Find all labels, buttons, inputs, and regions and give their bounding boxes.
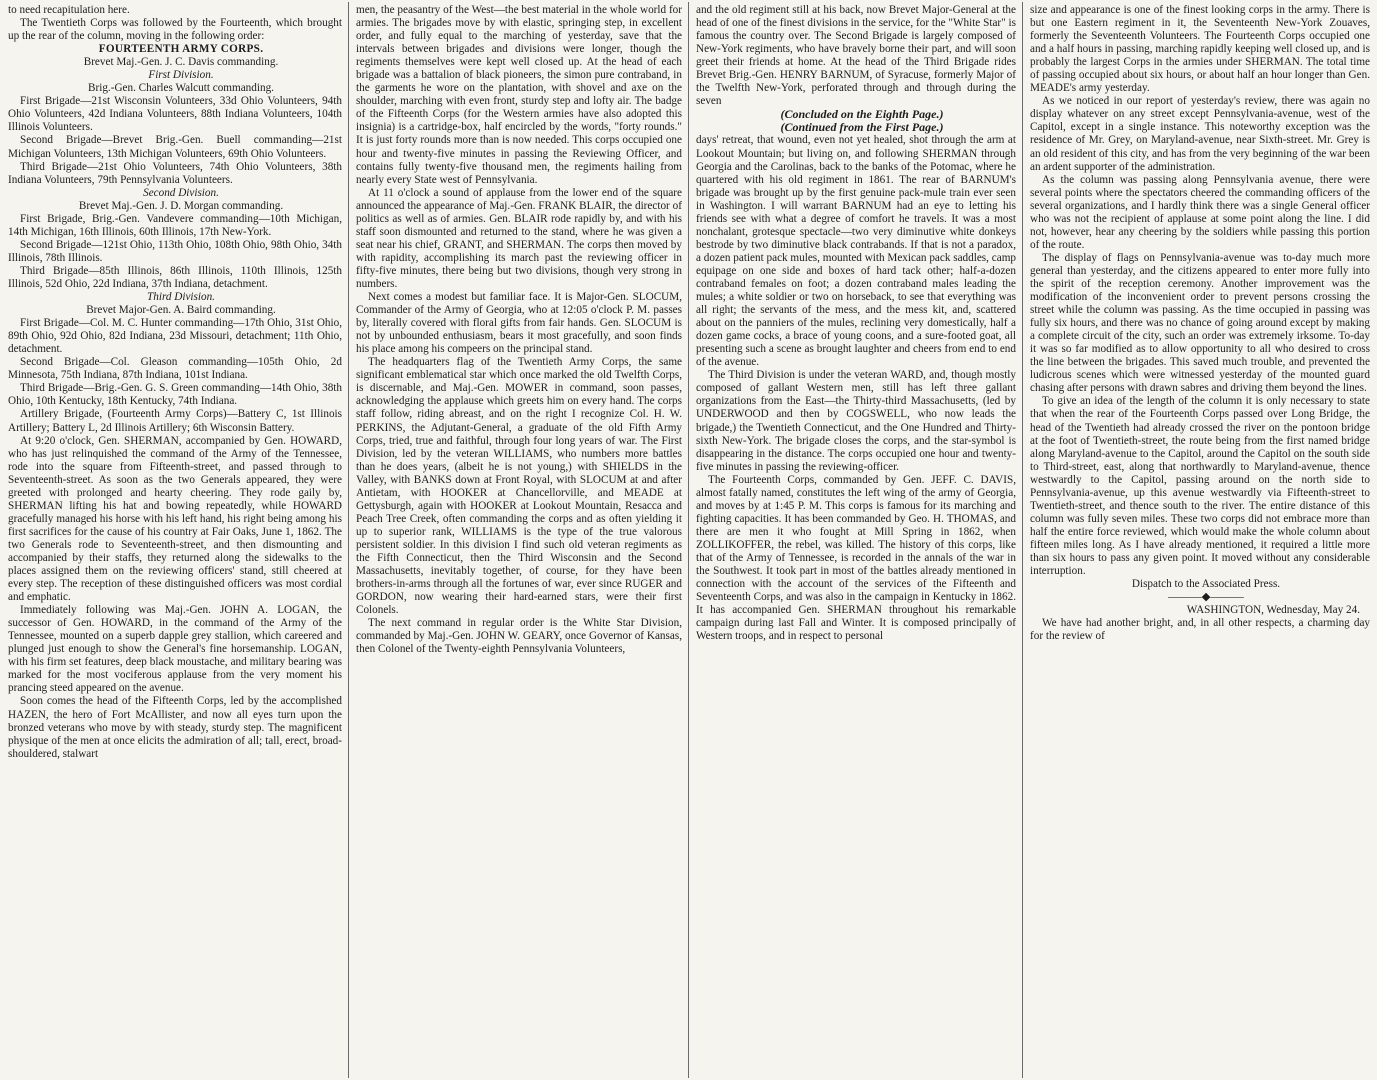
paragraph: to need recapitulation here. bbox=[8, 4, 130, 16]
unit-listing: Second Brigade—Brevet Brig.-Gen. Buell commanding—21st Michigan Volunteers, 13th Michigan Volunteers, 69th Ohio Volunteers. bbox=[8, 134, 342, 160]
paragraph: The Fourteenth Corps, commanded by Gen. JEFF. C. DAVIS, almost fatally named, constitutes the left wing of the army of Georgia, and moves by at 1:45 P. M. This corps is famous for its marching and fighting capacities. It has been commanded by Geo. H. THOMAS, and there are men it who fought at Mill Spring in 1862, when ZOLLIKOFFER, the rebel, was killed. The history of this corps, like that of the Army of Tennessee, is recorded in the annals of the war in the Southwest. It took part in most of the battles already mentioned in connection with the account of the services of the Fifteenth and Seventeenth Corps, and was also in the campaign in Kentucky in 1862. It has accompanied Gen. SHERMAN throughout his remarkable campaign during last Fall and Winter. It is composed principally of Western troops, and in respect to personal bbox=[696, 473, 1016, 643]
commander-line: Brevet Maj.-Gen. J. D. Morgan commanding. bbox=[78, 199, 284, 212]
column-2 bbox=[356, 4, 682, 1076]
paragraph: and the old regiment still at his back, now Brevet Major-General at the head of one of the finest divisions in the service, for the "White Star" is famous the country over. The Second Brigade is largely composed of New-York regiments, who have bravely borne their part, and will soon greet their friends at home. At the head of the Third Brigade rides Brevet Brig.-Gen. HENRY BARNUM, of Syracuse, formerly Major of the Twelfth New-York, perforated through and through during the seven bbox=[696, 4, 1016, 108]
paragraph: The Third Division is under the veteran WARD, and, though mostly composed of gallant Western men, still has left three gallant organizations from the East—the Thirty-third Massachusetts, (led by UNDERWOOD and then by COGSWELL, who now leads the brigade,) the Twentieth Connecticut, and the One Hundred and Thirty-sixth New-York. The brigade closes the corps, and the star-symbol is disappearing in the distance. The corps occupied one hour and twenty-five minutes in passing the reviewing-officer. bbox=[696, 369, 1016, 473]
unit-listing: Third Brigade—85th Illinois, 86th Illinois, 110th Illinois, 125th Illinois, 52d Ohio, 22d Indiana, 37th Indiana, detachment. bbox=[8, 264, 342, 290]
unit-listing: Third Brigade—Brig.-Gen. G. S. Green commanding—14th Ohio, 38th Ohio, 10th Kentucky, 18th Kentucky, 74th Indiana. bbox=[8, 382, 342, 408]
unit-listing: Second Brigade—121st Ohio, 113th Ohio, 108th Ohio, 98th Ohio, 34th Illinois, 78th Illinois. bbox=[8, 238, 342, 264]
column-divider bbox=[348, 2, 349, 1078]
section-heading: FOURTEENTH ARMY CORPS. bbox=[98, 43, 264, 56]
commander-line: Brig.-Gen. Charles Walcutt commanding. bbox=[88, 82, 274, 95]
division-heading: Third Division. bbox=[147, 291, 215, 304]
column-divider bbox=[1022, 2, 1023, 1078]
paragraph: days' retreat, that wound, even not yet healed, shot through the arm at Lookout Mountain; but living on, and following SHERMAN through Georgia and the Carolinas, back to the banks of the Potomac, where he quartered with his old regiment in 1861. The rear of BARNUM's brigade was brought up by the first genuine pack-mule train ever seen in Washington. I will warrant BARNUM had an eye to letting his friends see with what a degree of comfort he travels. It was a most nonchalant, grotesque spectacle—two very diminutive white donkeys bestrode by two diminutive black contrabands. If that is not a paradox, a dozen patient pack mules, mounted with Mexican pack saddles, camp equipage on one side and boxes of hard tack other; half-a-dozen contraband females on foot; a dozen contraband males leading the mules; a white soldier or two on horseback, to see that everything was all right; the servants of the mess, and the mess kit, and, scattered about on the panniers of the mules, reclining very domestically, half a dozen game cocks, a brace of young coons, and a sure-footed goat, all presenting such a scene as brought laughter and cheers from end to end of the avenue. bbox=[696, 134, 1016, 369]
paragraph: The display of flags on Pennsylvania-avenue was to-day much more general than yesterday, and the citizens appeared to enter more fully into the spirit of the reception ceremony. Another improvement was the modification of the inconvenient order to prevent persons crossing the street while the column was passing. As the time occupied in passing was fully six hours, and there was no chance of going around except by making a complete circuit of the city, such an order was extremely irksome. To-day it was so far modified as to allow opportunity to all who desired to cross the line between the brigades. This saved much trouble, and prevented the ludicrous scenes which were witnessed yesterday of the mounted guard chasing after persons with drawn sabres and driving them beyond the lines. bbox=[1030, 251, 1370, 395]
ornament-divider: ———◆——— bbox=[1168, 591, 1244, 604]
paragraph: size and appearance is one of the finest looking corps in the army. There is but one Eastern regiment in it, the Seventeenth New-York Zouaves, formerly the Seventeenth Volunteers. The Fourteenth Corps occupied one and a half hours in passing, marching rapidly keeping well closed up, and is probably the largest Corps in the armies under SHERMAN. The total time of passing occupied about six hours, or about half an hour longer than Gen. MEADE's army yesterday. bbox=[1030, 4, 1370, 95]
paragraph: Soon comes the head of the Fifteenth Corps, led by the accomplished HAZEN, the hero of Fort McAllister, and now all eyes turn upon the bronzed veterans who move by with steady, sturdy step. The magnificent physique of the men at once elicits the admiration of all; tall, erect, broad-shouldered, stalwart bbox=[8, 695, 342, 760]
column-4 bbox=[1030, 4, 1370, 1076]
paragraph: Immediately following was Maj.-Gen. JOHN A. LOGAN, the successor of Gen. HOWARD, in the command of the Army of the Tennessee, mounted on a superb dapple grey stallion, which careered and plunged just enough to show the General's fine horsemanship. LOGAN, with his firm set features, deep black moustache, and military bearing was marked for the most vociferous applause from the very moment his prancing steed appeared on the avenue. bbox=[8, 604, 342, 695]
continuation-note: (Continued from the First Page.) bbox=[780, 120, 944, 135]
column-3 bbox=[696, 4, 1016, 1076]
paragraph: men, the peasantry of the West—the best material in the whole world for armies. The brigades move by with elastic, springing step, in excellent order, and fully equal to the marching of yesterday, save that the intervals between brigades and divisions were longer, though the regiments themselves were kept well closed up. At the head of each brigade was a battalion of black pioneers, the simon pure contraband, in the garments he wore on the plantation, with shovel and axe on the shoulder, marching with even front, sturdy step and lofty air. The badge of the Fifteenth Corps (for the Western armies have also adopted this insignia) is a cartridge-box, half encircled by the words, "forty rounds." It is just forty rounds more than is now needed. This corps occupied one hour and twenty-five minutes in passing the Reviewing Officer, and contains fully twenty-five thousand men, the regiments hailing from nearly every State west of Pennsylvania. bbox=[356, 4, 682, 186]
unit-listing: Artillery Brigade, (Fourteenth Army Corps)—Battery C, 1st Illinois Artillery; Battery L, 2d Illinois Artillery; 6th Wisconsin Battery. bbox=[8, 408, 342, 434]
paragraph: As we noticed in our report of yesterday's review, there was again no display whatever on any street except Pennsylvania-avenue, west of the Capitol, except in a single instance. This noteworthy exception was the residence of Mr. Grey, on Maryland-avenue, near Sixth-street. Mr. Grey is an old resident of this city, and has from the very beginning of the war been an ardent supporter of the administration. bbox=[1030, 95, 1370, 173]
column-1 bbox=[8, 4, 342, 1076]
unit-listing: First Brigade, Brig.-Gen. Vandevere commanding—10th Michigan, 14th Michigan, 16th Illinois, 60th Illinois, 17th New-York. bbox=[8, 212, 342, 238]
paragraph: We have had another bright, and, in all other respects, a charming day for the review of bbox=[1030, 617, 1370, 643]
paragraph: Next comes a modest but familiar face. It is Major-Gen. SLOCUM, Commander of the Army of Georgia, who at 12:05 o'clock P. M. passes by, literally covered with floral gifts from fair hands. Gen. SLOCUM is not by unbounded enthusiasm, bears it most gracefully, and soon finds his place among his compeers on the principal stand. bbox=[356, 291, 682, 356]
dateline: WASHINGTON, Wednesday, May 24. bbox=[1186, 604, 1360, 617]
unit-listing: Second Brigade—Col. Gleason commanding—105th Ohio, 2d Minnesota, 75th Indiana, 87th Indiana, 101st Indiana. bbox=[8, 356, 342, 382]
division-heading: First Division. bbox=[148, 69, 214, 82]
unit-listing: Third Brigade—21st Ohio Volunteers, 74th Ohio Volunteers, 38th Indiana Volunteers, 79th Pennsylvania Volunteers. bbox=[8, 160, 342, 186]
unit-listing: First Brigade—Col. M. C. Hunter commanding—17th Ohio, 31st Ohio, 89th Ohio, 92d Ohio, 82d Indiana, 23d Missouri, detachment; 11th Ohio, detachment. bbox=[8, 317, 342, 356]
paragraph: The Twentieth Corps was followed by the Fourteenth, which brought up the rear of the column, moving in the following order: bbox=[8, 17, 342, 43]
paragraph: The next command in regular order is the White Star Division, commanded by Maj.-Gen. JOHN W. GEARY, once Governor of Kansas, then Colonel of the Twenty-eighth Pennsylvania Volunteers, bbox=[356, 617, 682, 656]
dispatch-heading: Dispatch to the Associated Press. bbox=[1131, 578, 1281, 591]
commander-line: Brevet Major-Gen. A. Baird commanding. bbox=[86, 304, 276, 317]
continuation-note: (Concluded on the Eighth Page.) bbox=[780, 107, 944, 122]
paragraph: The headquarters flag of the Twentieth Army Corps, the same significant emblematical star which once marked the old Twelfth Corps, is discernable, and Maj.-Gen. MOWER in command, soon passes, acknowledging the applause which greets him on every hand. The corps staff follow, riding abreast, and on the right I recognize Col. H. W. PERKINS, the Adjutant-General, a graduate of the old Fifth Army Corps, tried, true and faithful, through four long years of war. The First Division, led by the veteran WILLIAMS, who numbers more battles than he does years, (albeit he is not young,) with SHIELDS in the Valley, with BANKS down at Front Royal, with SLOCUM at and after Antietam, with HOOKER at Chancellorville, and MEADE at Gettysburgh, again with HOOKER at Lookout Mountain, Resacca and Peach Tree Creek, often commanding the corps and as often yielding it up to superior rank, WILLIAMS is the type of the true valorous persistent soldier. In this division I find such old veteran regiments as the Fifth Connecticut, then the Third Wisconsin and the Second Massachusetts, inevitably together, of course, for they have been brothers-in-arms through all the fortunes of war, ever since RUGER and GORDON, now wearing their hard-earned stars, were their first Colonels. bbox=[356, 356, 682, 617]
paragraph: To give an idea of the length of the column it is only necessary to state that when the rear of the Fourteenth Corps passed over Long Bridge, the head of the Twentieth had already crossed the river on the pontoon bridge at the foot of Twentieth-street, the route being from the first named bridge along Maryland-avenue to the Capitol, around the Capitol on the south side to Third-street, east, along that northwardly to Maryland-avenue, thence westwardly to the Capitol, passing around on the north side to Pennsylvania-avenue, up this avenue westwardly via Fifteenth-street to Twentieth-street, and thence south to the river. The entire distance of this column was fully seven miles. These two corps did not embrace more than half the entire force reviewed, which would make the whole column about fifteen miles long. As I have already mentioned, it required a little more than six hours to pass any given point. It moved without any considerable interruption. bbox=[1030, 395, 1370, 578]
unit-listing: First Brigade—21st Wisconsin Volunteers, 33d Ohio Volunteers, 94th Ohio Volunteers, 42d Indiana Volunteers, 88th Indiana Volunteers, 104th Illinois Volunteers. bbox=[8, 95, 342, 134]
paragraph: At 9:20 o'clock, Gen. SHERMAN, accompanied by Gen. HOWARD, who has just relinquished the command of the Army of the Tennessee, rode into the square from Fifteenth-street, and passed through to Seventeenth-street. As soon as the two Generals appeared, they were greeted with prolonged and hearty cheering. They rode gaily by, SHERMAN lifting his hat and bowing repeatedly, while HOWARD gracefully managed his horse with his left hand, his right being among his first sacrifices for the cause of his country at Fair Oaks, June 1, 1862. The two Generals rode to Seventeenth-street, and then dismounting and accompanied by their staffs, they returned along the sidewalks to the places assigned them on the reviewing officers' stand, still cheered at every step. The reception of these distinguished officers was most cordial and emphatic. bbox=[8, 434, 342, 604]
column-divider bbox=[688, 2, 689, 1078]
paragraph: As the column was passing along Pennsylvania avenue, there were several points where the spectators cheered the commanding officers of the several organizations, and I hardly think there was a single General officer who was not the recipient of applause at some point along the line. I did not, however, hear any cheering by the soldiers while passing this portion of the route. bbox=[1030, 173, 1370, 251]
paragraph: At 11 o'clock a sound of applause from the lower end of the square announced the appearance of Maj.-Gen. FRANK BLAIR, the director of politics as well as of armies. Gen. BLAIR rode rapidly by, and with his staff soon dismounted and returned to the stand, where he was given a seat near his chief, GRANT, and SHERMAN. The corps then moved by with rapidity, accomplishing its march past the reviewing officer in fifty-five minutes, there being but two divisions, though very strong in numbers. bbox=[356, 186, 682, 290]
division-heading: Second Division. bbox=[143, 186, 219, 199]
commander-line: Brevet Maj.-Gen. J. C. Davis commanding. bbox=[83, 56, 279, 69]
